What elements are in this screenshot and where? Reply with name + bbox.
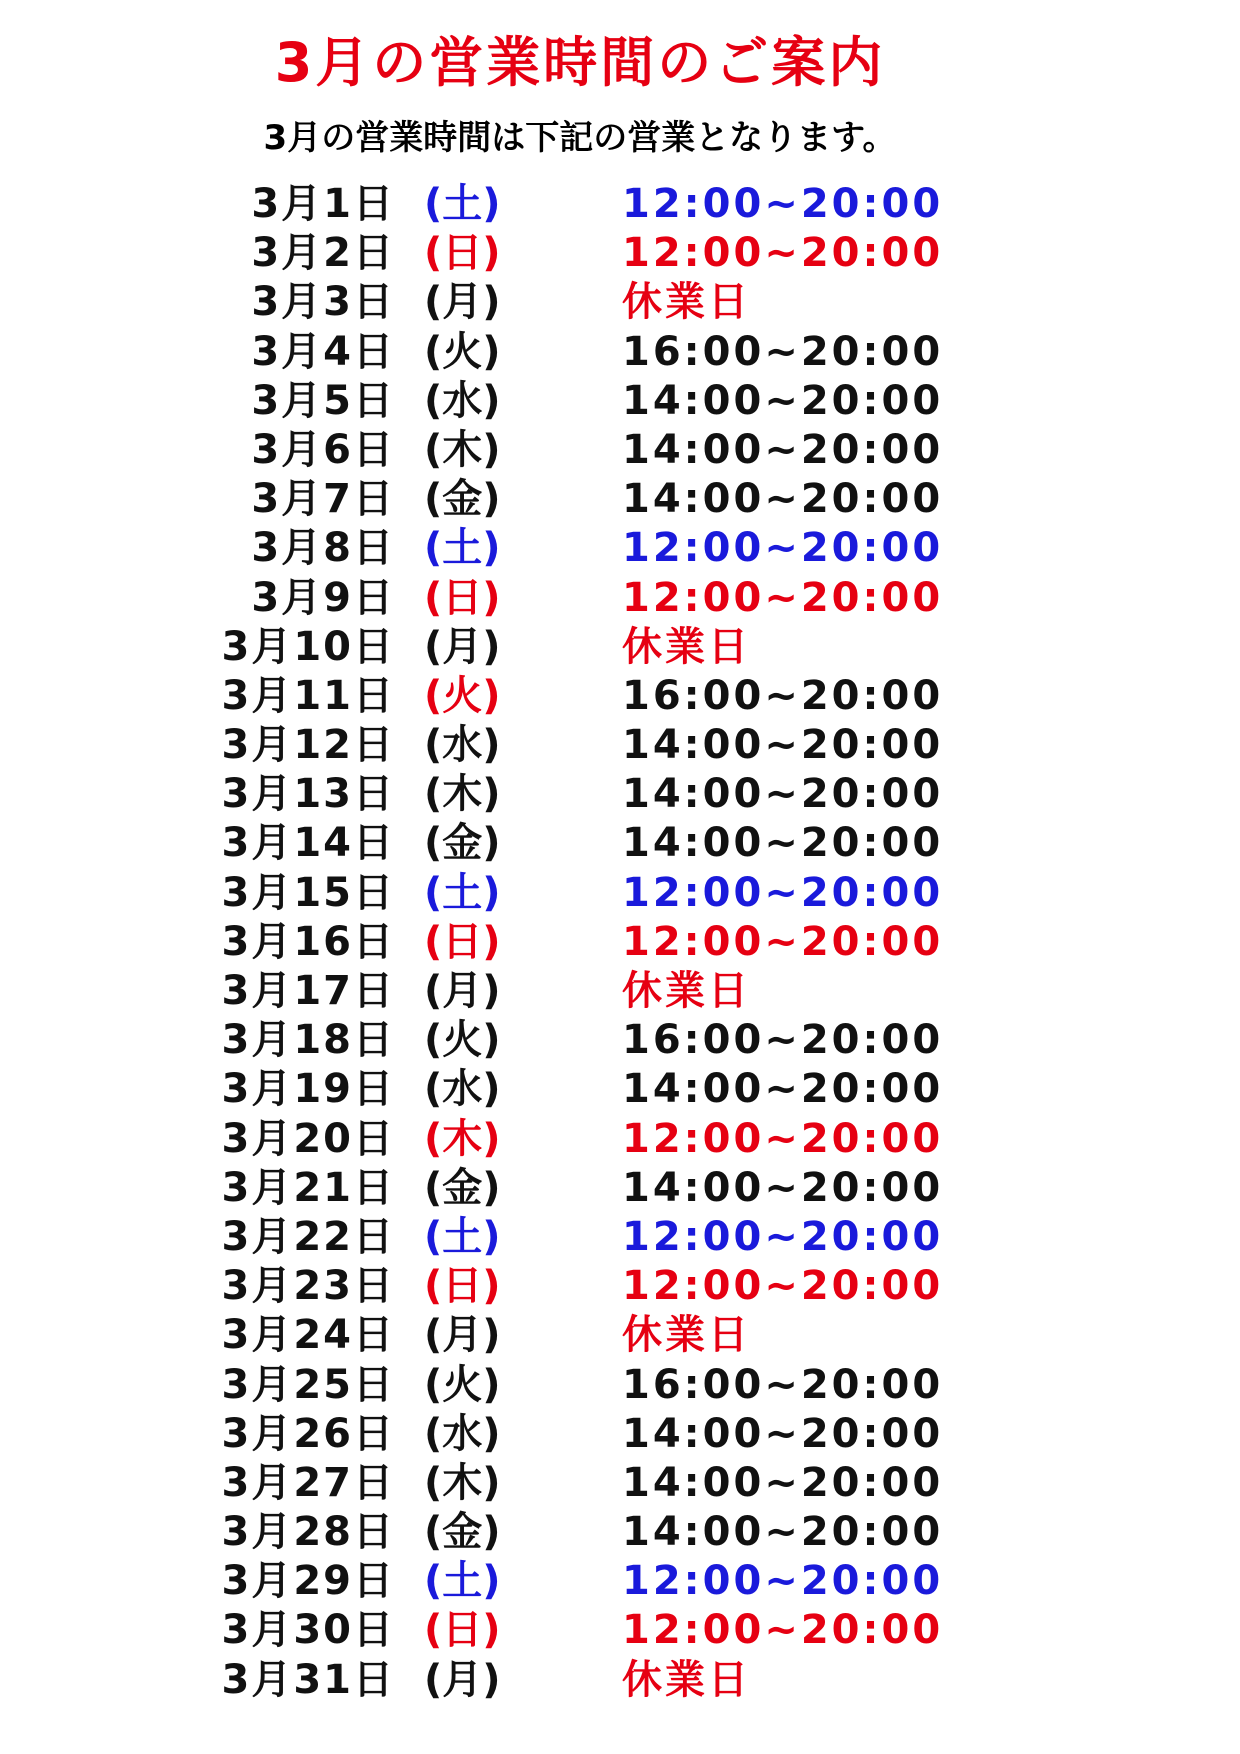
page-title: 3月の営業時間のご案内 [274, 31, 886, 94]
weekday-label: (木) [424, 1115, 501, 1162]
schedule-row [0, 1459, 1240, 1508]
business-hours: 12:00~20:00 [622, 1263, 944, 1310]
weekday-label: (木) [424, 771, 501, 818]
date-label: 3月9日 [251, 574, 395, 621]
business-hours: 14:00~20:00 [622, 771, 944, 818]
business-hours: 16:00~20:00 [622, 1361, 944, 1408]
date-label: 3月11日 [221, 672, 395, 719]
business-hours: 16:00~20:00 [622, 1017, 944, 1064]
weekday-label: (土) [424, 181, 501, 227]
date-label: 3月30日 [221, 1607, 395, 1654]
date-label: 3月13日 [221, 771, 395, 818]
weekday-label: (日) [424, 1607, 501, 1654]
business-hours: 14:00~20:00 [622, 1410, 944, 1457]
business-hours: 14:00~20:00 [622, 426, 944, 473]
weekday-label: (金) [424, 1509, 501, 1556]
closed-label: 休業日 [622, 279, 751, 326]
business-hours: 12:00~20:00 [622, 1213, 944, 1260]
weekday-label: (月) [424, 623, 501, 670]
date-label: 3月3日 [251, 279, 395, 326]
weekday-label: (日) [424, 918, 501, 965]
date-label: 3月12日 [221, 722, 395, 769]
business-hours: 12:00~20:00 [622, 574, 944, 621]
business-hours: 12:00~20:00 [622, 1607, 944, 1654]
weekday-label: (水) [424, 1410, 501, 1457]
weekday-label: (日) [424, 230, 501, 277]
weekday-label: (火) [424, 1361, 501, 1408]
weekday-label: (月) [424, 1656, 501, 1703]
date-label: 3月8日 [251, 525, 395, 572]
business-hours: 14:00~20:00 [622, 1459, 944, 1506]
date-label: 3月22日 [221, 1213, 395, 1260]
schedule-list [0, 180, 1240, 1705]
weekday-label: (月) [424, 279, 501, 326]
date-label: 3月31日 [221, 1656, 395, 1703]
schedule-row [0, 1065, 1240, 1114]
schedule-row [0, 1164, 1240, 1213]
schedule-row [0, 672, 1240, 721]
date-label: 3月26日 [221, 1410, 395, 1457]
business-hours: 14:00~20:00 [622, 722, 944, 769]
page-subtitle: 3月の営業時間は下記の営業となります。 [263, 118, 897, 158]
weekday-label: (月) [424, 1312, 501, 1359]
closed-label: 休業日 [622, 1656, 751, 1703]
business-hours: 12:00~20:00 [622, 181, 944, 227]
weekday-label: (金) [424, 820, 501, 867]
schedule-row [0, 1311, 1240, 1360]
business-hours: 12:00~20:00 [622, 525, 944, 572]
weekday-label: (水) [424, 1066, 501, 1113]
business-hours: 14:00~20:00 [622, 1509, 944, 1556]
weekday-label: (木) [424, 426, 501, 473]
business-hours: 16:00~20:00 [622, 672, 944, 719]
date-label: 3月14日 [221, 820, 395, 867]
date-label: 3月24日 [221, 1312, 395, 1359]
closed-label: 休業日 [622, 623, 751, 670]
schedule-row [0, 869, 1240, 918]
schedule-row [0, 721, 1240, 770]
schedule-row [0, 524, 1240, 573]
weekday-label: (月) [424, 968, 501, 1014]
schedule-row [0, 377, 1240, 426]
date-label: 3月25日 [221, 1361, 395, 1408]
business-hours: 12:00~20:00 [622, 1115, 944, 1162]
schedule-row [0, 1656, 1240, 1705]
schedule-row [0, 574, 1240, 623]
business-hours: 12:00~20:00 [622, 230, 944, 277]
date-label: 3月21日 [221, 1164, 395, 1211]
date-label: 3月18日 [221, 1017, 395, 1064]
schedule-row [0, 1115, 1240, 1164]
weekday-label: (日) [424, 1263, 501, 1310]
schedule-row [0, 1361, 1240, 1410]
date-label: 3月27日 [221, 1459, 395, 1506]
weekday-label: (土) [424, 869, 501, 916]
weekday-label: (金) [424, 476, 501, 523]
date-label: 3月20日 [221, 1115, 395, 1162]
weekday-label: (火) [424, 1017, 501, 1064]
date-label: 3月5日 [251, 377, 395, 424]
schedule-row [0, 1262, 1240, 1311]
date-label: 3月2日 [251, 230, 395, 277]
date-label: 3月7日 [251, 476, 395, 523]
schedule-row [0, 475, 1240, 524]
date-label: 3月17日 [221, 968, 395, 1014]
schedule-row [0, 819, 1240, 868]
business-hours: 14:00~20:00 [622, 820, 944, 867]
business-hours: 14:00~20:00 [622, 377, 944, 424]
schedule-row [0, 1508, 1240, 1557]
weekday-label: (土) [424, 1213, 501, 1260]
schedule-row [0, 770, 1240, 819]
date-label: 3月23日 [221, 1263, 395, 1310]
weekday-label: (土) [424, 525, 501, 572]
date-label: 3月15日 [221, 869, 395, 916]
business-hours: 12:00~20:00 [622, 1558, 944, 1605]
schedule-row [0, 1213, 1240, 1262]
schedule-row [0, 1410, 1240, 1459]
date-label: 3月4日 [251, 328, 395, 375]
date-label: 3月19日 [221, 1066, 395, 1113]
schedule-row [0, 426, 1240, 475]
schedule-row [0, 278, 1240, 327]
schedule-row [0, 1606, 1240, 1655]
closed-label: 休業日 [622, 1312, 751, 1359]
date-label: 3月1日 [251, 181, 395, 227]
weekday-label: (木) [424, 1459, 501, 1506]
weekday-label: (火) [424, 328, 501, 375]
business-hours: 14:00~20:00 [622, 476, 944, 523]
schedule-row [0, 180, 1240, 229]
weekday-label: (水) [424, 377, 501, 424]
business-hours: 12:00~20:00 [622, 918, 944, 965]
date-label: 3月6日 [251, 426, 395, 473]
schedule-row [0, 1557, 1240, 1606]
business-hours: 12:00~20:00 [622, 869, 944, 916]
date-label: 3月16日 [221, 918, 395, 965]
date-label: 3月10日 [221, 623, 395, 670]
closed-label: 休業日 [622, 968, 751, 1014]
date-label: 3月28日 [221, 1509, 395, 1556]
schedule-row [0, 967, 1240, 1016]
weekday-label: (日) [424, 574, 501, 621]
weekday-label: (土) [424, 1558, 501, 1605]
date-label: 3月29日 [221, 1558, 395, 1605]
schedule-row [0, 1016, 1240, 1065]
schedule-row [0, 623, 1240, 672]
schedule-row [0, 328, 1240, 377]
business-hours: 16:00~20:00 [622, 328, 944, 375]
business-hours: 14:00~20:00 [622, 1164, 944, 1211]
business-hours: 14:00~20:00 [622, 1066, 944, 1113]
weekday-label: (金) [424, 1164, 501, 1211]
schedule-row [0, 229, 1240, 278]
weekday-label: (火) [424, 672, 501, 719]
schedule-row [0, 918, 1240, 967]
weekday-label: (水) [424, 722, 501, 769]
